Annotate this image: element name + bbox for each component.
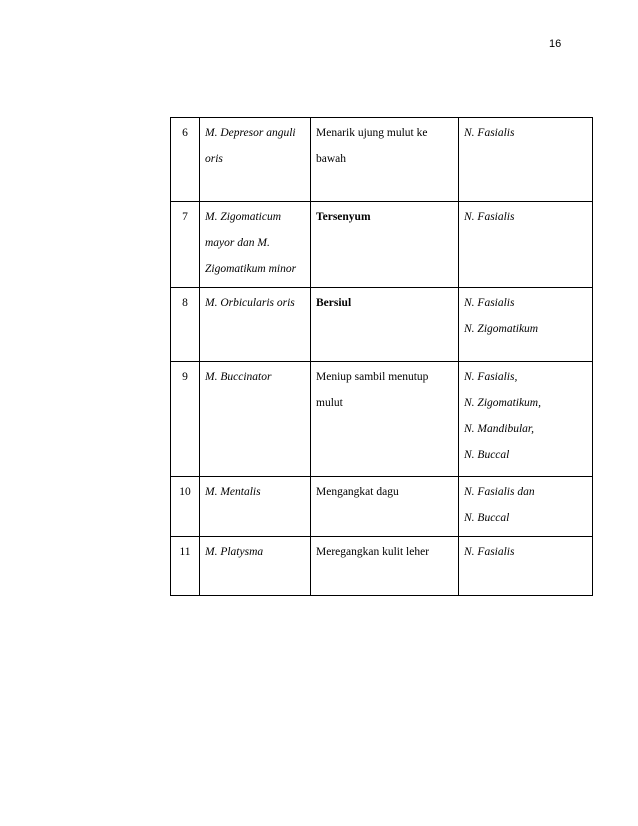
nerve-line: N. Fasialis bbox=[464, 127, 515, 139]
muscle-line: oris bbox=[205, 153, 223, 165]
muscle-table bbox=[170, 117, 593, 596]
muscle-cell bbox=[200, 288, 311, 362]
page-number: 16 bbox=[549, 38, 562, 50]
table-row bbox=[171, 477, 593, 537]
table-body bbox=[171, 118, 593, 596]
nerve-line: N. Fasialis, bbox=[464, 371, 518, 383]
function-line: Meregangkan kulit leher bbox=[316, 546, 430, 558]
nerve-cell bbox=[459, 202, 593, 288]
muscle-cell bbox=[200, 537, 311, 596]
row-number: 10 bbox=[171, 477, 200, 537]
muscle-cell bbox=[200, 118, 311, 202]
function-line: bawah bbox=[316, 153, 347, 165]
row-number: 8 bbox=[171, 288, 200, 362]
function-line: Mengangkat dagu bbox=[316, 486, 399, 498]
muscle-line: M. Zigomaticum bbox=[205, 211, 282, 223]
row-number: 7 bbox=[171, 202, 200, 288]
nerve-cell bbox=[459, 477, 593, 537]
table-row bbox=[171, 537, 593, 596]
muscle-line: M. Buccinator bbox=[205, 371, 272, 383]
nerve-line: N. Fasialis dan bbox=[464, 486, 535, 498]
table-row bbox=[171, 288, 593, 362]
nerve-cell bbox=[459, 537, 593, 596]
table-row bbox=[171, 362, 593, 477]
muscle-line: Zigomatikum minor bbox=[205, 263, 297, 275]
nerve-line: N. Zigomatikum, bbox=[464, 397, 541, 409]
nerve-line: N. Zigomatikum bbox=[464, 323, 539, 335]
muscle-cell bbox=[200, 477, 311, 537]
nerve-line: N. Fasialis bbox=[464, 546, 515, 558]
function-line: Bersiul bbox=[316, 297, 352, 309]
table-row bbox=[171, 202, 593, 288]
function-cell bbox=[311, 477, 459, 537]
row-number: 11 bbox=[171, 537, 200, 596]
muscle-cell bbox=[200, 362, 311, 477]
nerve-line: N. Mandibular, bbox=[464, 423, 534, 435]
row-number: 9 bbox=[171, 362, 200, 477]
nerve-cell bbox=[459, 362, 593, 477]
function-line: Tersenyum bbox=[316, 211, 371, 223]
muscle-line: mayor dan M. bbox=[205, 237, 270, 249]
table-row bbox=[171, 118, 593, 202]
nerve-cell bbox=[459, 118, 593, 202]
muscle-line: M. Mentalis bbox=[205, 486, 261, 498]
function-cell bbox=[311, 537, 459, 596]
nerve-line: N. Buccal bbox=[464, 449, 510, 461]
muscle-cell bbox=[200, 202, 311, 288]
muscle-line: M. Depresor anguli bbox=[205, 127, 296, 139]
row-number: 6 bbox=[171, 118, 200, 202]
muscle-line: M. Orbicularis oris bbox=[205, 297, 295, 309]
nerve-line: N. Fasialis bbox=[464, 297, 515, 309]
function-cell bbox=[311, 288, 459, 362]
function-line: Meniup sambil menutup bbox=[316, 371, 429, 383]
function-cell bbox=[311, 118, 459, 202]
muscle-line: M. Platysma bbox=[205, 546, 264, 558]
function-line: mulut bbox=[316, 397, 343, 409]
function-cell bbox=[311, 362, 459, 477]
nerve-line: N. Buccal bbox=[464, 512, 510, 524]
function-cell bbox=[311, 202, 459, 288]
function-line: Menarik ujung mulut ke bbox=[316, 127, 428, 139]
nerve-line: N. Fasialis bbox=[464, 211, 515, 223]
nerve-cell bbox=[459, 288, 593, 362]
